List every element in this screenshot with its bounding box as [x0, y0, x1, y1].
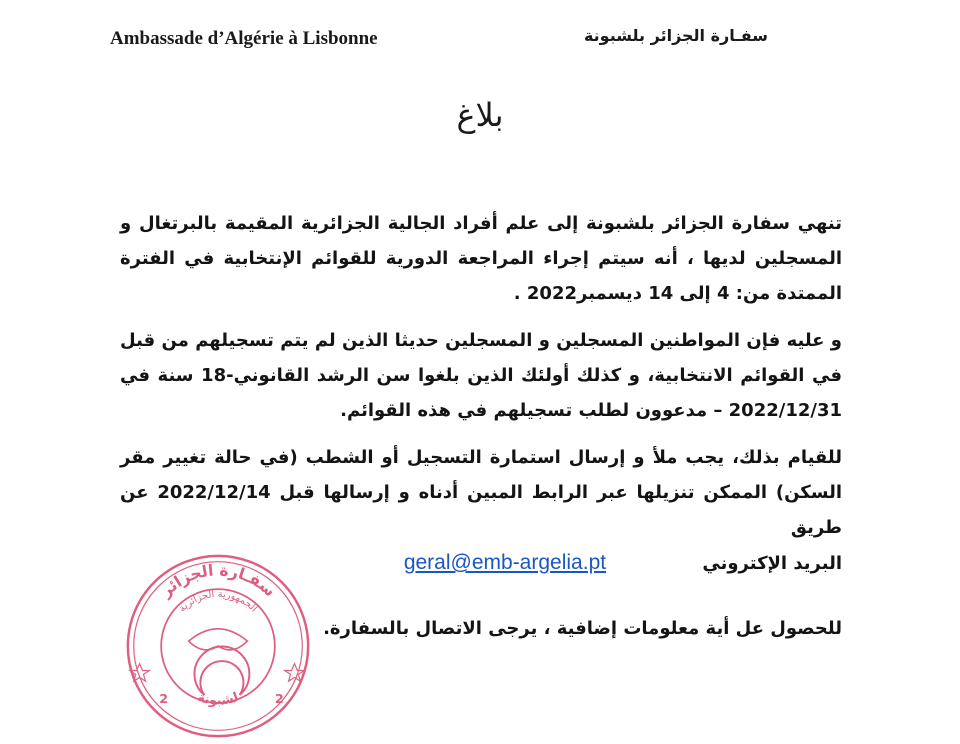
- embassy-seal: [120, 548, 316, 744]
- email-link[interactable]: geral@emb-argelia.pt: [403, 551, 607, 574]
- svg-text:لشبونة: [195, 690, 240, 709]
- embassy-name-french: Ambassade d’Algérie à Lisbonne: [110, 28, 378, 49]
- email-label: البريد الإكتروني: [702, 553, 842, 574]
- paragraph-1: تنهي سفارة الجزائر بلشبونة إلى علم أفراد الجالية الجزائرية المقيمة بالبرتغال و المسجلين لديها ، أنه سيتم إجراء المراجعة الدورية للقوائم الإنتخابية في الفترة الممتدة من: 4 إلى 14 ديسمبر2022 .: [120, 213, 842, 304]
- closing-note: للحصول عل أية معلومات إضافية ، يرجى الاتصال بالسفارة.: [323, 618, 842, 639]
- seal-number-right: 2: [274, 691, 284, 707]
- document-title: بلاغ: [456, 96, 504, 134]
- seal-crescent-icon: [194, 647, 249, 695]
- announcement-body: [120, 206, 842, 593]
- paragraph-3-text: للقيام بذلك، يجب ملأ و إرسال استمارة التسجيل أو الشطب (في حالة تغيير مقر السكن) الممكن تنزيلها عبر الرابط المبين أدناه و إرسالها قبل 2022/12/14 عن طريق: [120, 447, 843, 538]
- seal-inner-text: الجمهورية الجزائرية: [176, 588, 260, 615]
- paragraph-2: و عليه فإن المواطنين المسجلين و المسجلين حديثا الذين لم يتم تسجيلهم من قبل في القوائم الانتخابية، و كذلك أولئك الذين بلغوا سن الرشد القانوني-18 سنة في 2022/12/31 – مدعوون لطلب تسجيلهم في هذه القوائم.: [120, 330, 843, 421]
- seal-emblem-icon: [189, 629, 248, 650]
- seal-number-left: 2: [159, 691, 169, 707]
- seal-bottom-text: لشبونة: [195, 689, 241, 709]
- seal-top-text: سفـارة الجزائر: [156, 560, 280, 601]
- svg-text:الجمهورية الجزائرية: [177, 589, 259, 614]
- embassy-name-arabic: سفـارة الجزائر بلشبونة: [583, 26, 768, 45]
